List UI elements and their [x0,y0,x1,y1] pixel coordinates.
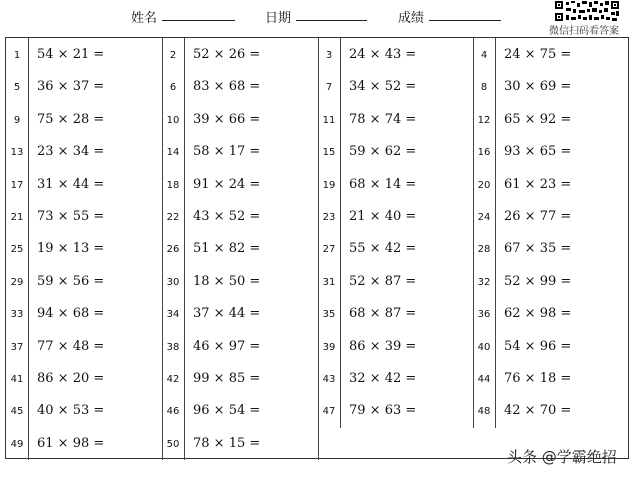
multiplication-problem: 30 × 69 = [504,79,572,95]
multiplication-problem: 83 × 68 = [193,79,261,95]
date-blank-line [296,20,367,21]
multiplication-problem: 18 × 50 = [193,273,261,289]
problem-number: 43 [322,374,336,385]
problem-number: 2 [169,50,177,61]
problem-number: 35 [322,309,336,321]
problem-number: 4 [480,50,488,61]
name-blank-line [162,20,235,21]
problem-number: 19 [322,179,336,191]
problem-number: 30 [166,276,180,288]
multiplication-problem: 86 × 39 = [349,338,417,354]
problem-number: 8 [480,82,488,94]
problem-number: 14 [166,147,180,159]
problem-number: 24 [477,212,491,223]
column-separator [473,38,474,428]
multiplication-problem: 76 × 18 = [504,371,572,386]
multiplication-problem: 75 × 28 = [37,111,105,127]
qr-code-icon[interactable] [554,0,620,22]
problem-number: 37 [10,341,24,353]
multiplication-problem: 59 × 56 = [37,273,105,289]
problem-number: 46 [166,406,180,418]
problem-number: 20 [477,179,491,191]
problem-number: 9 [13,114,21,126]
multiplication-problem: 78 × 15 = [193,435,261,451]
problem-number: 15 [322,147,336,159]
multiplication-problem: 23 × 34 = [37,144,105,160]
problem-number: 26 [166,244,180,256]
multiplication-problem: 59 × 62 = [349,144,417,160]
multiplication-problem: 24 × 75 = [504,47,572,62]
multiplication-problem: 67 × 35 = [504,241,572,257]
problem-number: 49 [10,438,24,450]
multiplication-problem: 52 × 87 = [349,273,417,289]
multiplication-problem: 32 × 42 = [349,371,417,386]
problem-number: 45 [10,406,24,418]
problem-number: 33 [10,309,24,321]
multiplication-problem: 54 × 96 = [504,338,572,354]
multiplication-problem: 36 × 37 = [37,79,105,95]
problem-number: 31 [322,276,336,288]
date-label: 日期 [265,11,292,26]
problem-number: 38 [166,341,180,353]
problem-number: 12 [477,114,491,126]
multiplication-problem: 68 × 87 = [349,306,417,322]
multiplication-problem: 52 × 26 = [193,47,261,62]
problem-number: 18 [166,179,180,191]
problem-number: 27 [322,244,336,256]
problem-number: 50 [166,438,180,450]
number-divider [495,38,496,428]
multiplication-problem: 68 × 14 = [349,176,417,192]
problem-number: 39 [322,341,336,353]
problem-grid [5,37,629,459]
problem-number: 42 [166,374,180,385]
multiplication-problem: 21 × 40 = [349,209,417,224]
problem-number: 34 [166,309,180,321]
multiplication-problem: 78 × 74 = [349,111,417,127]
multiplication-problem: 61 × 23 = [504,176,572,192]
problem-number: 44 [477,374,491,385]
multiplication-problem: 58 × 17 = [193,144,261,160]
number-divider [28,38,29,460]
multiplication-problem: 62 × 98 = [504,306,572,322]
multiplication-problem: 99 × 85 = [193,371,261,386]
score-label: 成绩 [398,11,425,26]
multiplication-problem: 34 × 52 = [349,79,417,95]
watermark: 头条 @学霸绝招 [507,448,617,466]
multiplication-problem: 40 × 53 = [37,403,105,419]
problem-number: 7 [325,82,333,94]
multiplication-problem: 94 × 68 = [37,306,105,322]
problem-number: 29 [10,276,24,288]
multiplication-problem: 79 × 63 = [349,403,417,419]
problem-number: 23 [322,212,336,223]
multiplication-problem: 55 × 42 = [349,241,417,257]
problem-number: 13 [10,147,24,159]
multiplication-problem: 26 × 77 = [504,209,572,224]
problem-number: 21 [10,212,24,223]
multiplication-problem: 43 × 52 = [193,209,261,224]
qr-caption: 微信扫码看答案 [549,26,619,37]
multiplication-problem: 19 × 13 = [37,241,105,257]
problem-number: 1 [13,50,21,61]
problem-number: 5 [13,82,21,94]
name-label: 姓名 [131,11,158,26]
column-separator [318,38,319,460]
score-blank-line [429,20,501,21]
problem-number: 17 [10,179,24,191]
number-divider [340,38,341,428]
problem-number: 36 [477,309,491,321]
multiplication-problem: 51 × 82 = [193,241,261,257]
problem-number: 48 [477,406,491,418]
column-separator [162,38,163,460]
problem-number: 47 [322,406,336,418]
problem-number: 16 [477,147,491,159]
multiplication-problem: 65 × 92 = [504,111,572,127]
multiplication-problem: 46 × 97 = [193,338,261,354]
multiplication-problem: 91 × 24 = [193,176,261,192]
problem-number: 25 [10,244,24,256]
problem-number: 40 [477,341,491,353]
multiplication-problem: 39 × 66 = [193,111,261,127]
multiplication-problem: 73 × 55 = [37,209,105,224]
problem-number: 6 [169,82,177,94]
multiplication-problem: 54 × 21 = [37,47,105,62]
multiplication-problem: 37 × 44 = [193,306,261,322]
problem-number: 28 [477,244,491,256]
problem-number: 10 [166,114,180,126]
multiplication-problem: 93 × 65 = [504,144,572,160]
problem-number: 11 [322,114,336,126]
multiplication-problem: 31 × 44 = [37,176,105,192]
multiplication-problem: 61 × 98 = [37,435,105,451]
worksheet-header [0,0,640,36]
problem-number: 41 [10,374,24,385]
multiplication-problem: 24 × 43 = [349,47,417,62]
multiplication-problem: 42 × 70 = [504,403,572,419]
problem-number: 32 [477,276,491,288]
multiplication-problem: 77 × 48 = [37,338,105,354]
problem-number: 3 [325,50,333,61]
multiplication-problem: 86 × 20 = [37,371,105,386]
multiplication-problem: 52 × 99 = [504,273,572,289]
multiplication-problem: 96 × 54 = [193,403,261,419]
problem-number: 22 [166,212,180,223]
number-divider [184,38,185,460]
